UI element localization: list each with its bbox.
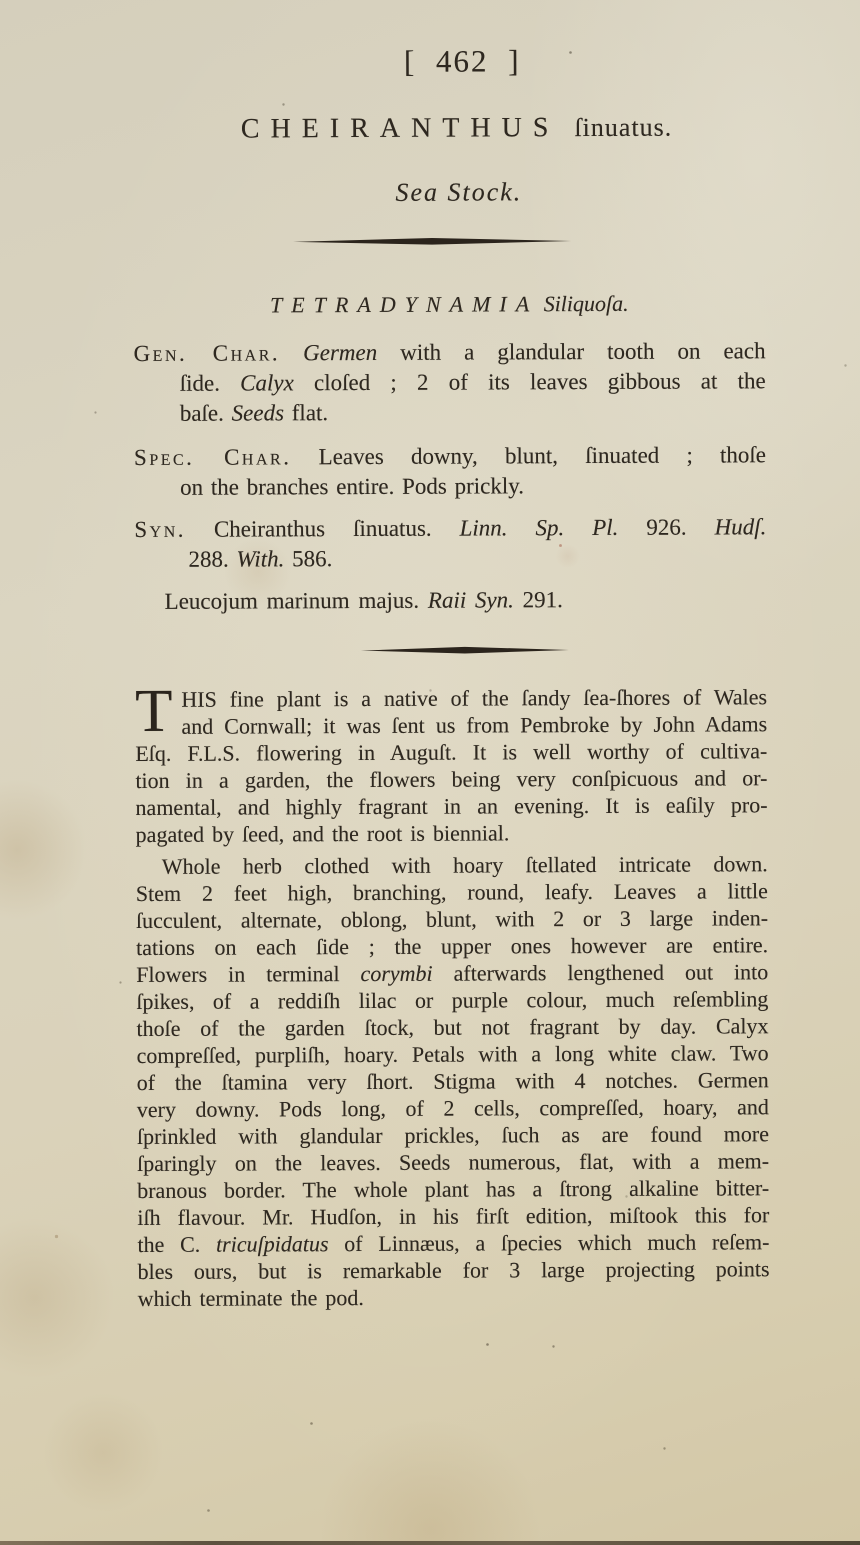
text-segment [280, 340, 303, 365]
page-bottom-edge [0, 1541, 860, 1545]
synonym-leucojum [165, 584, 767, 617]
text-line [133, 440, 767, 473]
text-segment: the C. [137, 1231, 217, 1257]
text-segment: Germen [303, 339, 378, 366]
text-line [180, 470, 766, 503]
text-segment: tations on each ſide ; the upper ones however are entire. [136, 932, 769, 960]
generic-character [133, 336, 765, 429]
text-segment: of the ſtamina very ſhort. Stigma with 4 notches. Germen [136, 1067, 769, 1095]
synonyms [134, 512, 766, 575]
body-paragraph-opening [134, 677, 768, 848]
text-segment: afterwards lengthened out into [432, 959, 769, 986]
species-title [140, 107, 772, 150]
text-segment: compreſſed, purpliſh, hoary. Petals with a long white claw. Two [136, 1040, 769, 1068]
text-line [137, 1147, 769, 1177]
text-line [138, 1282, 770, 1312]
text-line [188, 542, 766, 575]
text-segment: which terminate the pod. [137, 1285, 364, 1311]
page-content [132, 0, 770, 1312]
text-segment: Flowers in terminal [136, 961, 361, 987]
paragraph-lines [136, 850, 770, 1312]
text-segment: iſh flavour. Mr. Hudſon, in his firſt edition, miſtook this for [137, 1202, 770, 1230]
text-segment: 288. [188, 546, 237, 572]
text-segment: on the branches entire. Pods prickly. [180, 473, 525, 500]
text-segment: Spec. Char. [133, 444, 292, 470]
text-segment: Seeds [231, 400, 285, 426]
text-segment: Eſq. F.L.S. flowering in Auguſt. It is well worthy of cultiva- [135, 738, 768, 766]
text-segment: branous border. The whole plant has a ſtrong alkaline bitter- [137, 1175, 770, 1203]
paper-specks [0, 0, 1, 1]
text-segment: With. [236, 546, 285, 572]
text-line [136, 850, 768, 880]
text-segment: 291. [513, 587, 563, 613]
text-line [136, 904, 768, 934]
text-segment: bles ours, but is remarkable for 3 large projecting points [137, 1256, 770, 1284]
text-line [137, 1201, 769, 1231]
text-segment: namental, and highly fragrant in an evening. It is eaſily pro- [135, 792, 768, 820]
text-segment: of Linnæus, a ſpecies which much reſem- [328, 1229, 770, 1257]
text-segment: Leaves downy, blunt, ſinuated ; thoſe [291, 442, 767, 470]
text-segment: very downy. Pods long, of 2 cells, compreſſed, hoary, and [136, 1094, 769, 1122]
text-segment: 926. [618, 514, 715, 540]
paragraph-lines [134, 677, 768, 848]
text-segment: Siliquoſa. [543, 290, 629, 317]
text-segment: Stem 2 feet high, branching, round, leafy. Leaves a little [135, 878, 768, 906]
text-segment: Calyx [240, 370, 294, 396]
text-line [180, 396, 766, 429]
text-segment: ſpikes, of a reddiſh lilac or purple colour, much reſembling [136, 986, 769, 1014]
swelled-rule-top [293, 236, 571, 246]
text-line [135, 737, 767, 767]
text-line [136, 1012, 768, 1042]
page-number: [ 462 ] [403, 43, 521, 79]
text-segment: TETRADYNAMIA [269, 291, 539, 318]
text-segment: Raii Syn. [427, 587, 514, 613]
text-segment: 586. [284, 546, 333, 572]
text-segment: Syn. [134, 516, 187, 542]
text-segment: Whole herb clothed with hoary ſtellated intricate down. [161, 851, 768, 879]
text-line [136, 985, 768, 1015]
text-segment: ſucculent, alternate, oblong, blunt, with 2 or 3 large inden- [135, 905, 769, 933]
text-line [133, 336, 766, 369]
text-line [137, 1174, 769, 1204]
text-line [134, 512, 767, 545]
body-paragraph-description [136, 850, 770, 1312]
text-line [135, 791, 767, 821]
text-line [137, 1066, 769, 1096]
text-segment: ſprinkled with glandular prickles, ſuch as are found more [136, 1121, 770, 1149]
text-line [137, 1093, 769, 1123]
text-segment: HIS fine plant is a native of the ſandy ſea-ſhores of Wales [181, 684, 768, 712]
genus-name: CHEIRANTHUS [240, 112, 560, 145]
text-line [137, 1228, 769, 1258]
text-line [136, 877, 768, 907]
text-line [180, 366, 766, 399]
common-name: Sea Stock. [395, 177, 523, 207]
text-segment: pagated by ſeed, and the root is biennial. [135, 820, 510, 847]
text-line [135, 764, 767, 794]
text-segment: Gen. Char. [133, 340, 281, 366]
text-segment: ſide. [179, 370, 241, 396]
text-segment: Linn. Sp. Pl. [459, 514, 619, 541]
text-line [136, 818, 768, 848]
text-segment: tricuſpidatus [215, 1231, 329, 1257]
classification-line [133, 288, 765, 321]
specific-character [134, 440, 766, 503]
text-segment: flat. [283, 400, 329, 426]
text-segment: with a glandular tooth on each [377, 338, 766, 365]
text-line [135, 710, 767, 740]
text-segment: Cheiranthus ſinuatus. [185, 515, 460, 542]
text-segment: baſe. [179, 400, 232, 426]
text-line [137, 1120, 769, 1150]
text-segment: thoſe of the garden ſtock, but not fragrant by day. Calyx [136, 1013, 769, 1041]
text-segment: Leucojum marinum majus. [164, 587, 428, 614]
text-line [136, 958, 768, 988]
text-segment: tion in a garden, the flowers being very conſpicuous and or- [135, 765, 768, 793]
text-segment: cloſed ; 2 of its leaves gibbous at the [293, 368, 766, 396]
text-segment: ſparingly on the leaves. Seeds numerous, flat, with a mem- [137, 1148, 770, 1176]
dropcap-letter-T: T [134, 677, 173, 745]
text-segment: Hudſ. [714, 514, 767, 540]
swelled-rule-mid [361, 645, 569, 655]
text-line [137, 1255, 769, 1285]
text-line [135, 683, 767, 713]
text-segment: corymbi [360, 960, 433, 987]
text-line [137, 1039, 769, 1069]
text-line [136, 931, 768, 961]
text-segment: and Cornwall; it was ſent us from Pembroke by John Adams [181, 711, 768, 739]
species-epithet: ſinuatus. [574, 112, 673, 143]
